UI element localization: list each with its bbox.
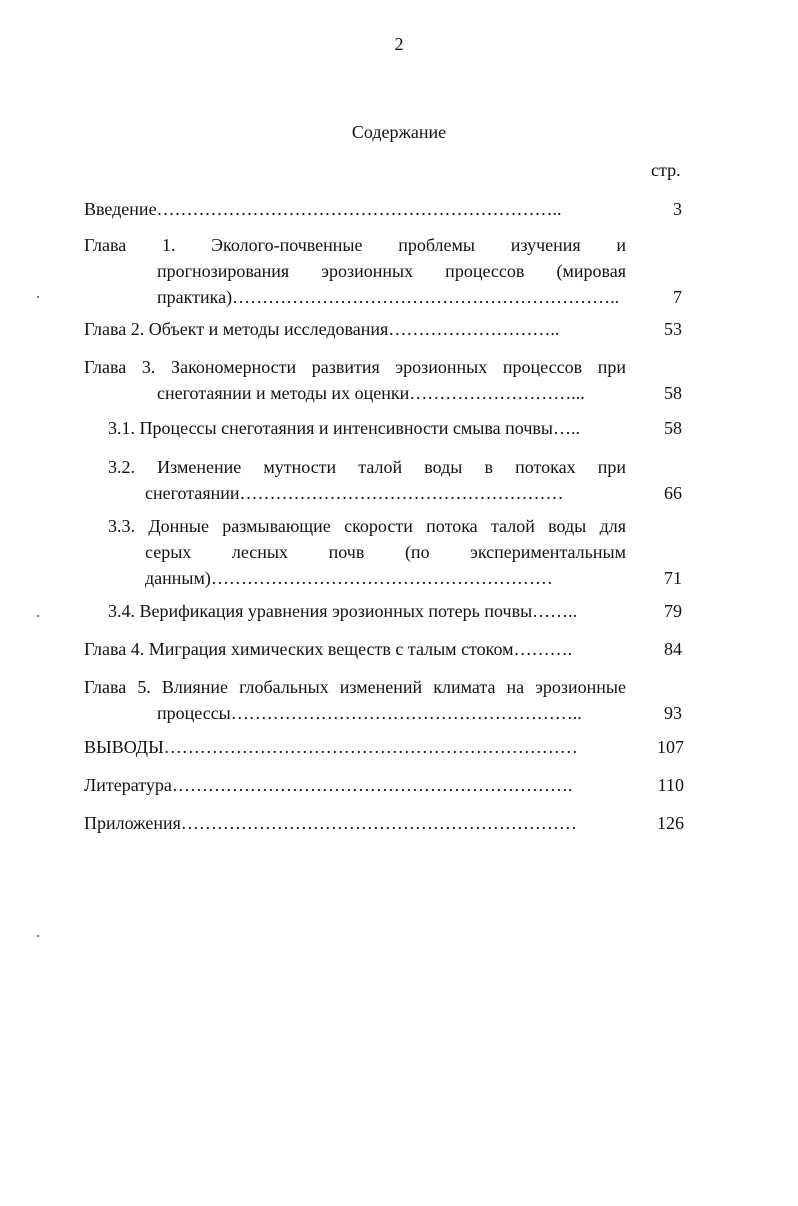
toc-entry-chapter-3 [84,354,682,406]
page-number: 2 [394,34,404,54]
toc-entry-page: 3 [673,199,682,219]
toc-entry-references [84,772,684,798]
toc-entry-line: Глава 1. Эколого-почвенные проблемы изучения и [84,235,626,255]
toc-heading: Содержание [351,122,447,142]
scan-artifact-dot [37,935,39,937]
toc-entry-line: практика)……………………………………………………….. [157,287,620,307]
toc-entry-line: Глава 3. Закономерности развития эрозионных процессов при [84,357,626,377]
toc-entry-page: 79 [664,601,682,621]
toc-entry-line: снеготаянии и методы их оценки………………………... [157,383,585,403]
toc-entry-page: 66 [664,483,682,503]
toc-entry-line: Приложения………………………………………………………… [84,813,577,833]
toc-entry-section-3-4 [108,598,682,624]
toc-entry-line: 3.3. Донные размывающие скорости потока талой воды для [108,516,626,536]
toc-entry-page: 107 [657,737,684,757]
toc-entry-page: 53 [664,319,682,339]
toc-entry-line: 3.4. Верификация уравнения эрозионных потерь почвы…….. [108,601,578,621]
toc-entry-line: Глава 5. Влияние глобальных изменений климата на эрозионные [84,677,626,697]
toc-entry-line: данным)………………………………………………… [145,568,553,588]
toc-entry-chapter-1 [84,232,682,310]
toc-entry-page: 126 [657,813,684,833]
toc-entry-line: Глава 2. Объект и методы исследования……………………….. [84,319,560,339]
toc-entry-chapter-4 [84,636,682,662]
toc-entry-appendices [84,810,684,836]
toc-entry-line: Литература…………………………………………………………. [84,775,573,795]
toc-entry-line: снеготаянии……………………………………………… [145,483,564,503]
toc-entry-page: 110 [657,775,684,795]
toc-entry-section-3-3 [108,513,682,591]
toc-entry-page: 84 [664,639,682,659]
toc-entry-section-3-2 [108,454,682,506]
toc-entry-line: Введение………………………………………………………….. [84,199,562,219]
toc-entry-line: серых лесных почв (по экспериментальным [145,542,626,562]
toc-entry-page: 93 [664,703,682,723]
toc-entry-chapter-2 [84,316,682,342]
toc-entry-introduction [84,196,682,222]
scan-artifact-dot [37,615,39,617]
toc-entry-line: 3.1. Процессы снеготаяния и интенсивности смыва почвы….. [108,418,580,438]
toc-entry-section-3-1 [108,415,682,441]
toc-entry-page: 58 [664,418,682,438]
scan-artifact-dot [37,296,39,298]
page-column-label: стр. [651,160,681,180]
toc-entry-conclusions [84,734,684,760]
toc-entry-line: 3.2. Изменение мутности талой воды в потоках при [108,457,626,477]
toc-entry-line: прогнозирования эрозионных процессов (мировая [157,261,626,281]
toc-entry-line: ВЫВОДЫ…………………………………………………………… [84,737,578,757]
toc-entry-line: процессы………………………………………………….. [157,703,582,723]
toc-entry-page: 58 [664,383,682,403]
toc-entry-chapter-5 [84,674,682,726]
toc-entry-line: Глава 4. Миграция химических веществ с талым стоком………. [84,639,573,659]
toc-entry-page: 7 [673,287,682,307]
toc-entry-page: 71 [664,568,682,588]
